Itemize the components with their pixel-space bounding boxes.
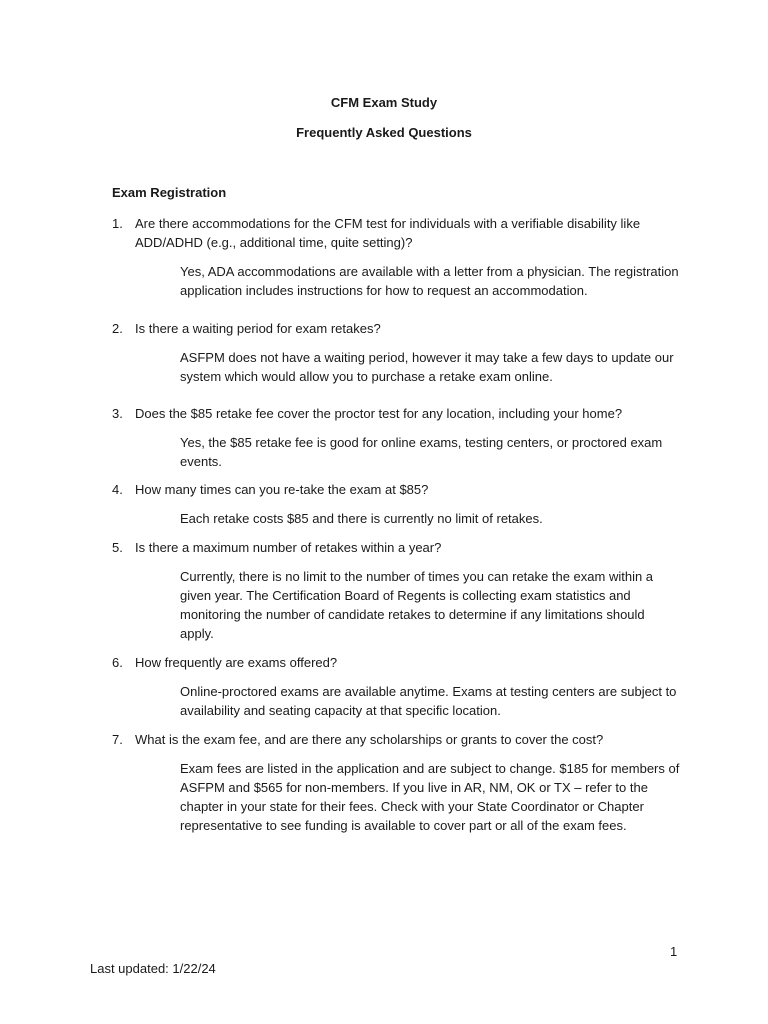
faq-number: 3. bbox=[112, 406, 123, 421]
faq-question bbox=[112, 653, 682, 672]
faq-item-1 bbox=[112, 214, 682, 300]
faq-question-text: What is the exam fee, and are there any scholarships or grants to cover the cost? bbox=[135, 732, 604, 747]
faq-question bbox=[112, 214, 682, 252]
faq-answer: Yes, the $85 retake fee is good for online exams, testing centers, or proctored exam events. bbox=[180, 435, 663, 469]
faq-number: 2. bbox=[112, 321, 123, 336]
faq-question bbox=[112, 319, 682, 338]
document-title: CFM Exam Study bbox=[330, 95, 438, 110]
faq-number: 1. bbox=[112, 216, 123, 231]
faq-item-2 bbox=[112, 319, 682, 386]
faq-question-text: Does the $85 retake fee cover the proctor test for any location, including your home? bbox=[135, 406, 623, 421]
faq-item-7 bbox=[112, 730, 682, 835]
faq-question bbox=[112, 730, 682, 749]
faq-number: 6. bbox=[112, 655, 123, 670]
faq-question-text: How frequently are exams offered? bbox=[135, 655, 338, 670]
faq-number: 5. bbox=[112, 540, 123, 555]
faq-question bbox=[112, 404, 682, 423]
faq-answer: ASFPM does not have a waiting period, however it may take a few days to update our system which would allow you to purchase a retake exam online. bbox=[180, 350, 674, 384]
faq-question-text: Is there a maximum number of retakes within a year? bbox=[135, 540, 442, 555]
faq-question bbox=[112, 480, 682, 499]
faq-number: 7. bbox=[112, 732, 123, 747]
section-heading: Exam Registration bbox=[112, 185, 227, 200]
document-subtitle: Frequently Asked Questions bbox=[296, 125, 472, 140]
faq-answer: Exam fees are listed in the application and are subject to change. $185 for members of ASFPM and $565 for non-members. If you live in AR, NM, OK or TX – refer to the chapter in your state for their fees. Check with your State Coordinator or Chapter representative to see funding is available to cover part or all of the exam fees. bbox=[180, 761, 680, 833]
faq-question bbox=[112, 538, 682, 557]
faq-answer: Each retake costs $85 and there is currently no limit of retakes. bbox=[180, 511, 543, 526]
faq-answer: Currently, there is no limit to the number of times you can retake the exam within a given year. The Certification Board of Regents is collecting exam statistics and monitoring the number of candidate retakes to determine if any limitations should apply. bbox=[180, 569, 654, 641]
faq-item-3 bbox=[112, 404, 682, 471]
faq-item-6 bbox=[112, 653, 682, 720]
last-updated-footer: Last updated: 1/22/24 bbox=[90, 961, 216, 976]
faq-question-text: Are there accommodations for the CFM test for individuals with a verifiable disability like ADD/ADHD (e.g., additional time, quite setting)? bbox=[135, 216, 641, 250]
faq-number: 4. bbox=[112, 482, 123, 497]
faq-question-text: How many times can you re-take the exam at $85? bbox=[135, 482, 429, 497]
faq-answer: Online-proctored exams are available anytime. Exams at testing centers are subject to availability and seating capacity at that specific location. bbox=[180, 684, 677, 718]
faq-answer: Yes, ADA accommodations are available with a letter from a physician. The registration application includes instructions for how to request an accommodation. bbox=[180, 264, 679, 298]
page-number: 1 bbox=[670, 944, 678, 959]
faq-item-5 bbox=[112, 538, 682, 643]
faq-question-text: Is there a waiting period for exam retakes? bbox=[135, 321, 381, 336]
faq-item-4 bbox=[112, 480, 682, 528]
